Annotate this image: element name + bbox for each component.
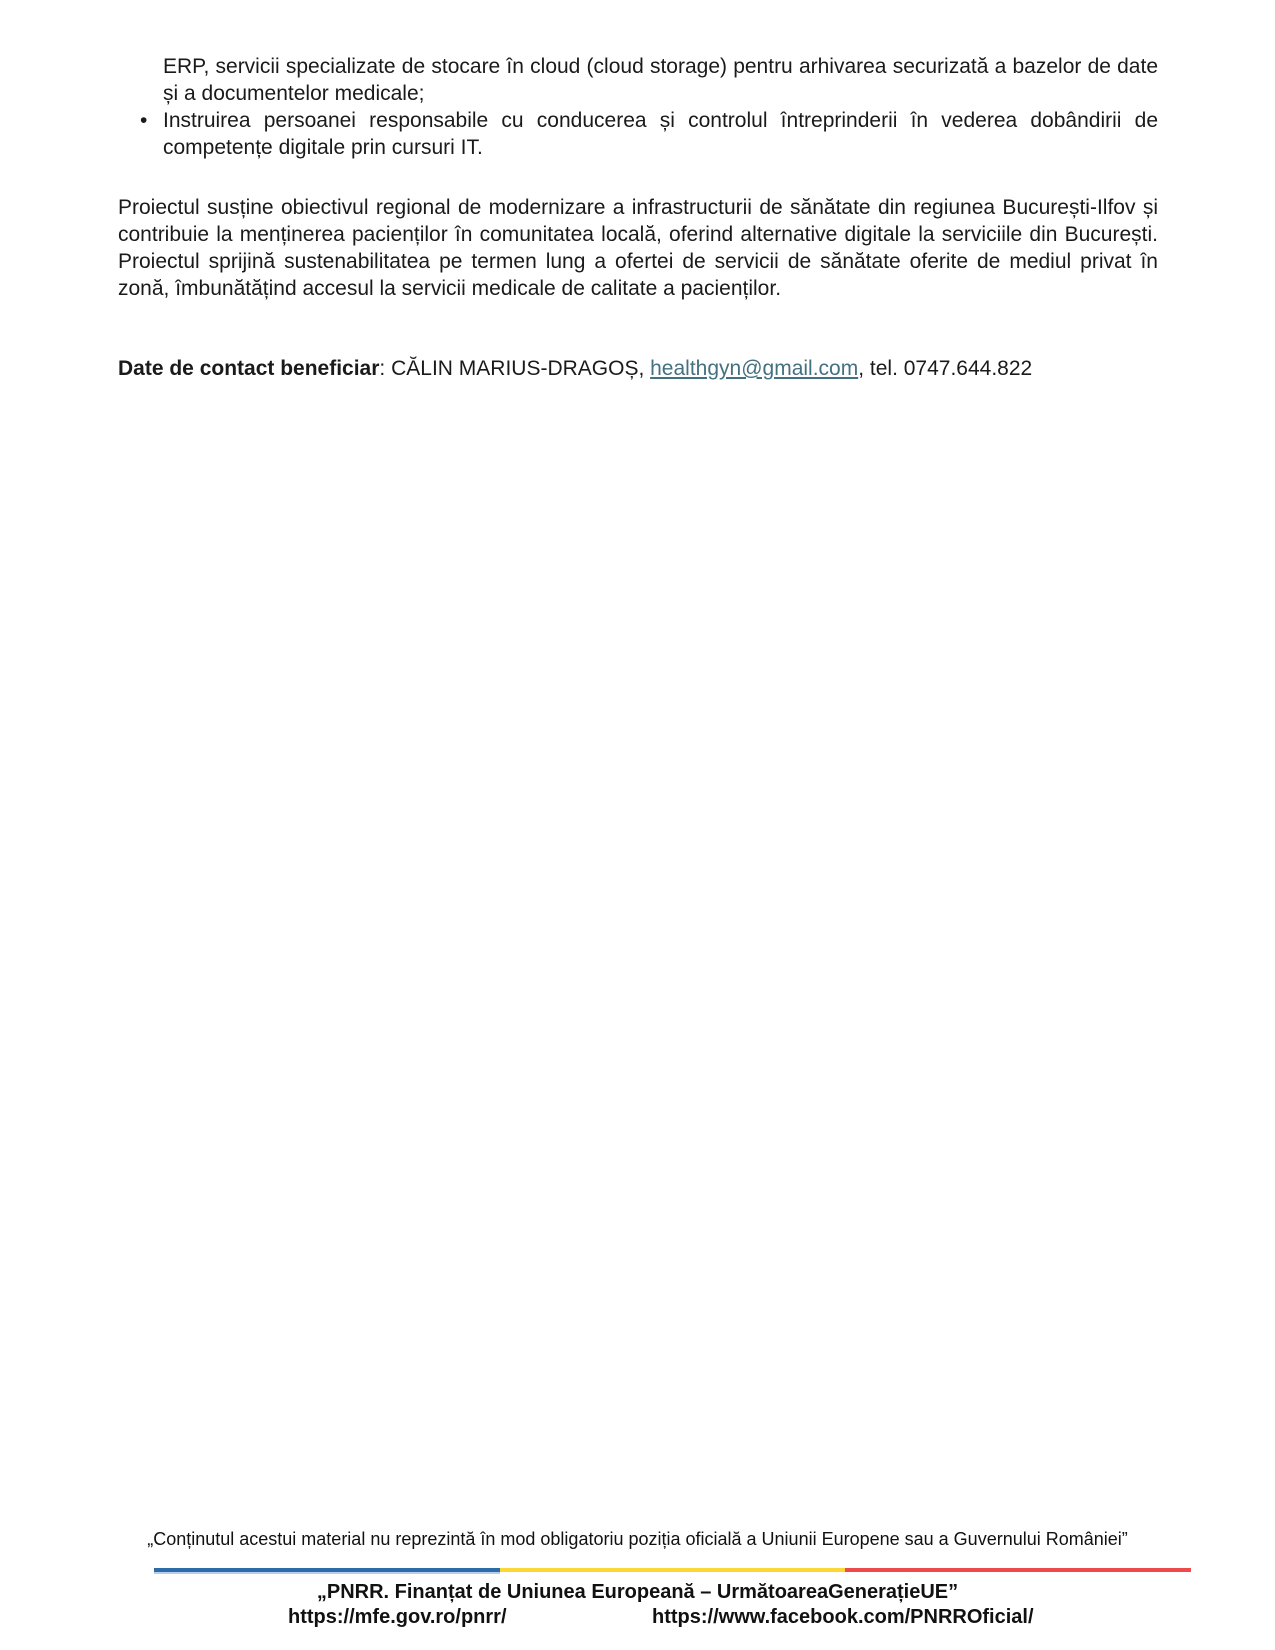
- mfe-link[interactable]: https://mfe.gov.ro/pnrr/: [288, 1606, 507, 1628]
- flag-red-stripe: [845, 1568, 1191, 1572]
- list-item: [118, 107, 1158, 161]
- romanian-flag-divider: [154, 1568, 1191, 1572]
- flag-blue-stripe: [154, 1568, 500, 1572]
- contact-label: Date de contact beneficiar: [118, 357, 380, 380]
- list-item-text: ERP, servicii specializate de stocare în cloud (cloud storage) pentru arhivarea securizată a bazelor de date și a documentelor medicale;: [163, 55, 1158, 105]
- contact-line: [118, 355, 1158, 382]
- pnrr-funding-line: „PNRR. Finanțat de Uniunea Europeană – UrmătoareaGenerațieUE”: [316, 1581, 959, 1603]
- bullet-list: [118, 53, 1158, 161]
- contact-phone: , tel. 0747.644.822: [858, 357, 1033, 380]
- list-item-continuation: [118, 53, 1158, 107]
- email-link[interactable]: healthgyn@gmail.com: [650, 357, 859, 380]
- facebook-pnrr-link[interactable]: https://www.facebook.com/PNRROficial/: [652, 1606, 1034, 1628]
- flag-yellow-stripe: [500, 1568, 846, 1572]
- document-body: [118, 53, 1158, 382]
- contact-name: : CĂLIN MARIUS-DRAGOȘ,: [379, 357, 651, 380]
- bullet-icon: •: [140, 109, 148, 132]
- footer-links-row: [0, 1604, 1275, 1632]
- footer-disclaimer: „Conținutul acestui material nu reprezintă în mod obligatoriu poziția oficială a Uniunii Europene sau a Guvernului României”: [147, 1529, 1128, 1549]
- list-item-text: Instruirea persoanei responsabile cu conducerea și controlul întreprinderii în vederea dobândirii de competențe digitale prin cursuri IT.: [163, 109, 1158, 159]
- project-paragraph: Proiectul susține obiectivul regional de modernizare a infrastructurii de sănătate din regiunea București-Ilfov și contribuie la menținerea pacienților în comunitatea locală, oferind alternative digitale la serviciile din București. Proiectul sprijină sustenabilitatea pe termen lung a ofertei de servicii de sănătate oferite de mediul privat în zonă, îmbunătățind accesul la servicii medicale de calitate a pacienților.: [118, 196, 1158, 300]
